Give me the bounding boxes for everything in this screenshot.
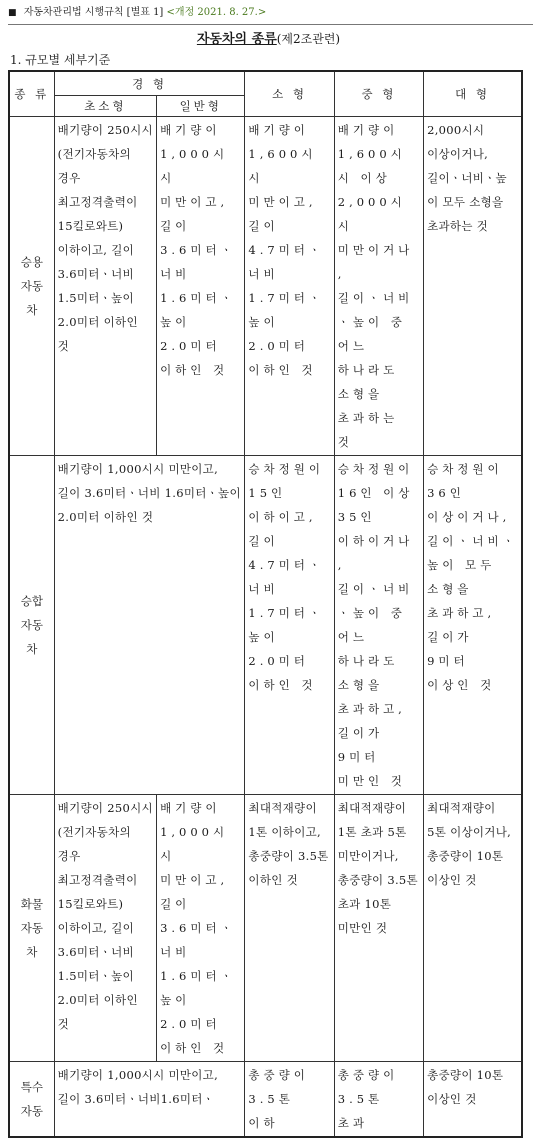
cell-light-general: 배기량이 1,000시시 미만이고, 길이 3.6미터ㆍ너비 1.6미터ㆍ높이 2.0미터 이하인 것 bbox=[157, 117, 245, 456]
header-light: 경 형 bbox=[54, 71, 245, 96]
row-type-van: 승합 자동 차 bbox=[9, 456, 54, 795]
title-main: 자동차의 종류 bbox=[196, 32, 277, 47]
cell-medium: 승차정원이 16인 이상 35인 이하이거나, 길이ㆍ너비ㆍ높이 중 어느 하나라도 소형을 초과하고, 길이가 9미터 미만인 것 bbox=[334, 456, 423, 795]
row-type-passenger: 승용 자동 차 bbox=[9, 117, 54, 456]
cell-small: 최대적재량이 1톤 이하이고, 총중량이 3.5톤 이하인 것 bbox=[245, 795, 334, 1062]
table-header-row bbox=[9, 71, 522, 96]
cell-large: 총중량이 10톤 이상인 것 bbox=[424, 1062, 522, 1138]
header-small: 소 형 bbox=[245, 71, 334, 117]
header-large: 대 형 bbox=[424, 71, 522, 117]
document-header bbox=[8, 4, 533, 22]
cell-medium: 최대적재량이 1톤 초과 5톤 미만이거나, 총중량이 3.5톤 초과 10톤 미만인 것 bbox=[334, 795, 423, 1062]
cell-medium: 총중량이 3.5톤 초과 bbox=[334, 1062, 423, 1138]
header-light-small: 초소형 bbox=[54, 96, 156, 117]
table-row bbox=[9, 795, 522, 1062]
section-heading: 1. 규모별 세부기준 bbox=[10, 53, 111, 67]
document-title bbox=[0, 30, 537, 49]
law-name: 자동차관리법 시행규칙 bbox=[23, 7, 124, 18]
revision-date: <개정 2021. 8. 27.> bbox=[166, 7, 267, 18]
cell-small: 총중량이 3.5톤 이하 bbox=[245, 1062, 334, 1138]
header-type: 종 류 bbox=[9, 71, 54, 117]
header-medium: 중 형 bbox=[334, 71, 423, 117]
title-reference: (제2조관련) bbox=[276, 32, 341, 46]
bullet-square-icon: ■ bbox=[8, 8, 17, 18]
vehicle-classification-table bbox=[8, 70, 523, 1138]
row-type-special: 특수 자동 bbox=[9, 1062, 54, 1138]
header-light-general: 일반형 bbox=[157, 96, 245, 117]
cell-large: 승차정원이 36인 이상이거나, 길이ㆍ너비ㆍ높이 모두 소형을 초과하고, 길이가 9미터 이상인 것 bbox=[424, 456, 522, 795]
cell-light-merged: 배기량이 1,000시시 미만이고, 길이 3.6미터ㆍ너비 1.6미터ㆍ높이 2.0미터 이하인 것 bbox=[54, 456, 245, 795]
table-row bbox=[9, 117, 522, 456]
table-row bbox=[9, 1062, 522, 1138]
cell-medium: 배기량이 1,600시시 이상 2,000시시 미만이거나, 길이ㆍ너비ㆍ높이 중 어느 하나라도 소형을 초과하는 것 bbox=[334, 117, 423, 456]
header-divider bbox=[8, 24, 533, 25]
table-row bbox=[9, 456, 522, 795]
cell-large: 최대적재량이 5톤 이상이거나, 총중량이 10톤 이상인 것 bbox=[424, 795, 522, 1062]
cell-light-general: 배기량이 1,000시시 미만이고, 길이 3.6미터ㆍ너비 1.6미터ㆍ높이 2.0미터 이하인 것 bbox=[157, 795, 245, 1062]
cell-small: 배기량이 1,600시시 미만이고, 길이 4.7미터ㆍ너비 1.7미터ㆍ높이 2.0미터 이하인 것 bbox=[245, 117, 334, 456]
cell-light-small: 배기량이 250시시(전기자동차의 경우 최고정격출력이 15킬로와트) 이하이고, 길이 3.6미터ㆍ너비 1.5미터ㆍ높이 2.0미터 이하인 것 bbox=[54, 795, 156, 1062]
annex-label: [별표 1] bbox=[126, 7, 164, 18]
cell-large: 2,000시시 이상이거나, 길이ㆍ너비ㆍ높이 모두 소형을 초과하는 것 bbox=[424, 117, 522, 456]
row-type-truck: 화물 자동 차 bbox=[9, 795, 54, 1062]
cell-light-small: 배기량이 250시시(전기자동차의 경우 최고정격출력이 15킬로와트) 이하이고, 길이 3.6미터ㆍ너비 1.5미터ㆍ높이 2.0미터 이하인 것 bbox=[54, 117, 156, 456]
cell-light-merged: 배기량이 1,000시시 미만이고, 길이 3.6미터ㆍ너비1.6미터ㆍ bbox=[54, 1062, 245, 1138]
cell-small: 승차정원이 15인 이하이고, 길이 4.7미터ㆍ너비 1.7미터ㆍ높이 2.0미터 이하인 것 bbox=[245, 456, 334, 795]
